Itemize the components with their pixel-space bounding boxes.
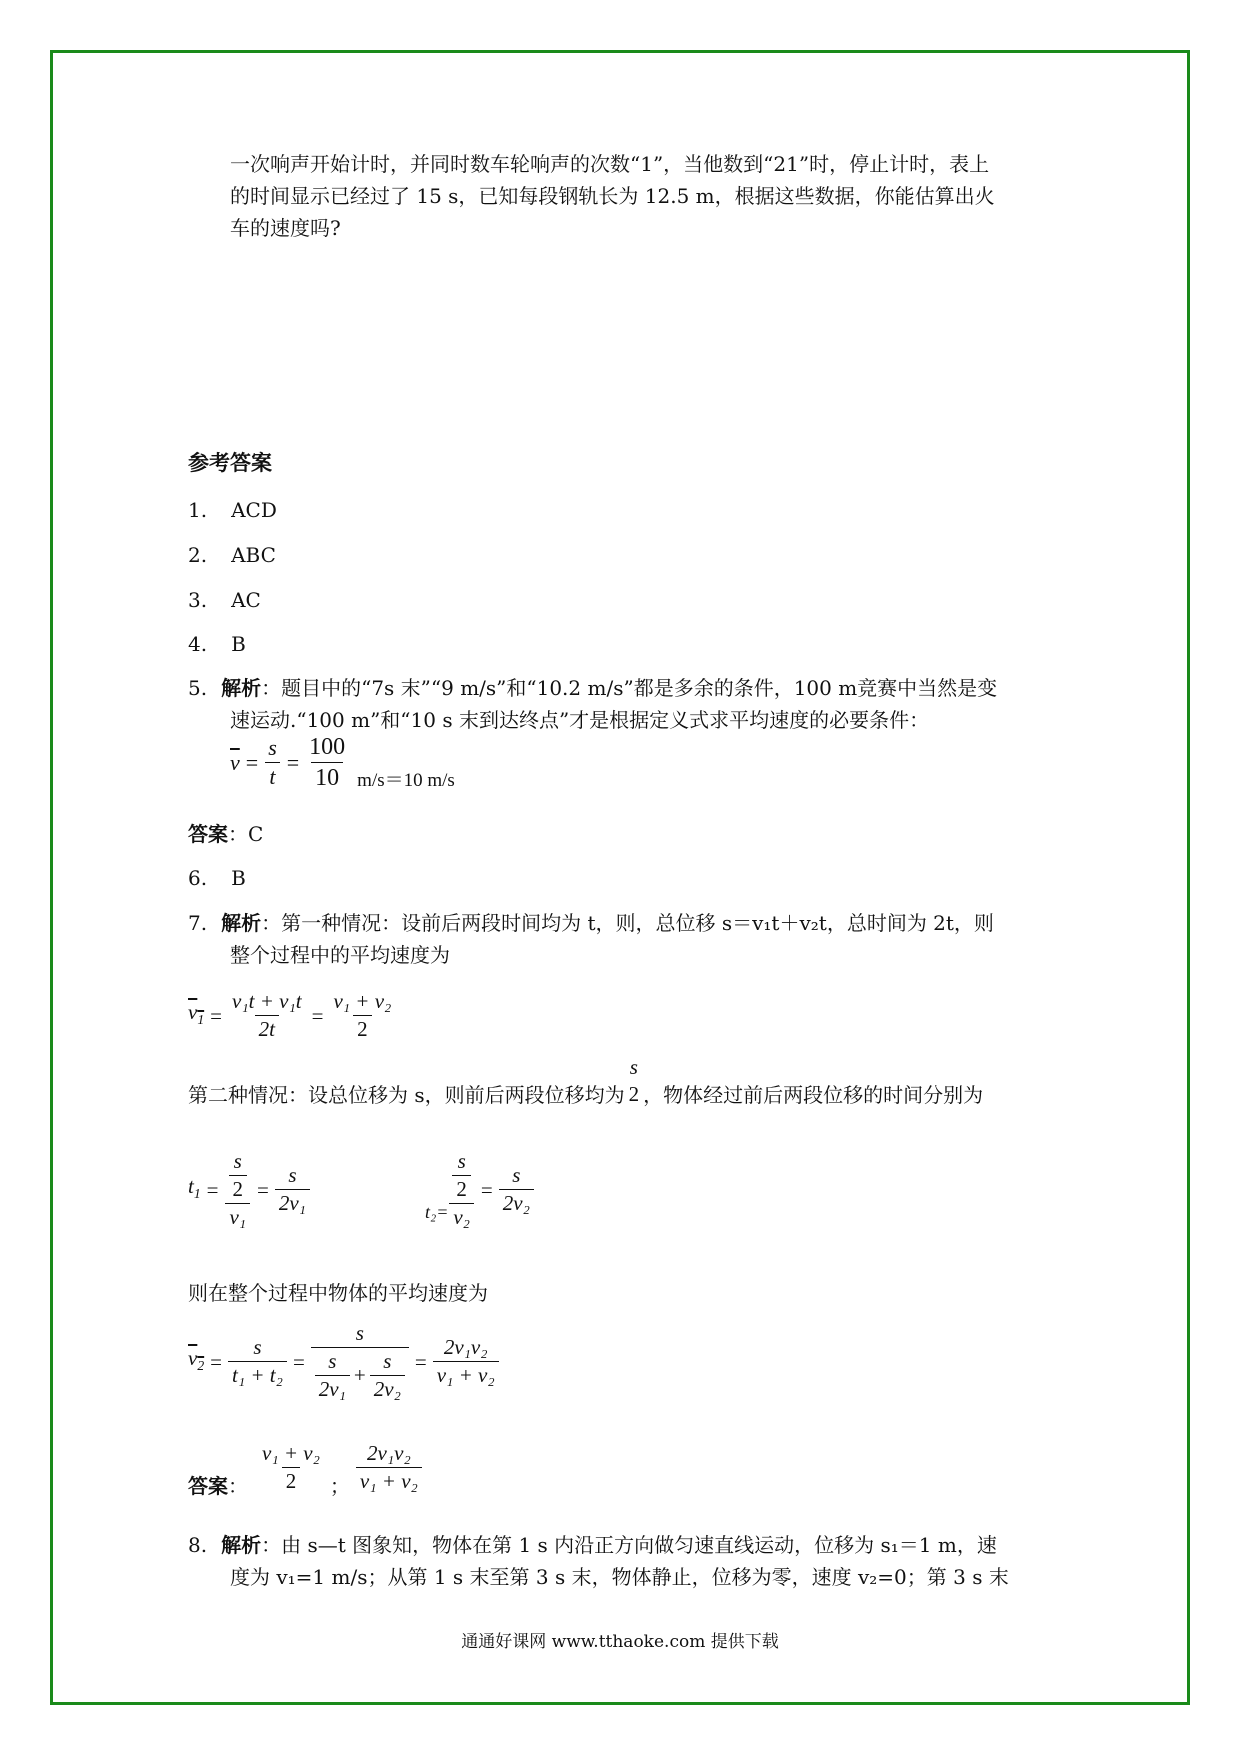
q7-formula-3: $v_2$ = $\frac{s}{\text{t₁ + t₂}}$ = s $\frac{s}{\text{2v₁}}$ + $\frac{s}{\text{2v₂}}$ = $\frac{\text{2v₁v₂}}{\text{v₁ + v₂}}$ — [188, 1322, 499, 1401]
q5-line-2: 速运动.“100 m”和“10 s 末到达终点”才是根据定义式求平均速度的必要条件： — [230, 708, 930, 732]
q7-t1-formula: $t_1$ = $\frac{\frac{s}{2}}{\text{v₁}}$ = $\frac{s}{\text{2v₁}}$ — [188, 1150, 310, 1229]
problem-line-2: 的时间显示已经过了 15 s，已知每段钢轨长为 12.5 m，根据这些数据，你能估算出火 — [230, 184, 995, 208]
q7-t2-formula: t₂= $\frac{\frac{s}{2}}{\text{v₂}}$ = $\frac{s}{\text{2v₂}}$ — [425, 1150, 534, 1229]
answer-item-1: 1. ACD — [188, 498, 277, 522]
answer-item-3: 3. AC — [188, 588, 261, 612]
answer-item-4: 4. B — [188, 632, 246, 656]
answer-item-2: 2. ABC — [188, 543, 276, 567]
q8-line-2: 度为 v₁=1 m/s；从第 1 s 末至第 3 s 末，物体静止，位移为零，速度 v₂=0；第 3 s 末 — [230, 1565, 1009, 1589]
q8-line-1: 8. 解析：由 s—t 图象知，物体在第 1 s 内沿正方向做匀速直线运动，位移为 s₁＝1 m，速 — [188, 1533, 997, 1557]
q7-case-2: 第二种情况：设总位移为 s，则前后两段位移均为 s 2 ，物体经过前后两段位移的时间分别为 — [188, 1055, 984, 1108]
problem-line-1: 一次响声开始计时，并同时数车轮响声的次数“1”，当他数到“21”时，停止计时，表上 — [230, 152, 990, 176]
q7-line-3: 则在整个过程中物体的平均速度为 — [188, 1281, 488, 1305]
answers-heading: 参考答案 — [188, 450, 272, 475]
q7-answer: 答案 ： $\frac{\text{v₁ + v₂}}{2}$ ； $\frac{\text{2v₁v₂}}{\text{v₁ + v₂}}$ — [188, 1442, 422, 1493]
q5-answer: 答案：C — [188, 822, 264, 846]
q5-line-1: 5. 解析：题目中的“7s 末”“9 m/s”和“10.2 m/s”都是多余的条件，100 m竞赛中当然是变 — [188, 676, 998, 700]
problem-line-3: 车的速度吗? — [230, 216, 341, 240]
answer-item-6: 6. B — [188, 866, 246, 890]
q7-line-1: 7. 解析：第一种情况：设前后两段时间均为 t，则，总位移 s＝v₁t＋v₂t，总时间为 2t，则 — [188, 911, 994, 935]
footer-credit: 通通好课网 www.tthaoke.com 提供下载 — [461, 1632, 779, 1652]
q5-formula: $\overline{v}$ = $\frac{s}{t}$ = $\frac{100}{10}$ m/s＝10 m/s — [230, 734, 455, 792]
q7-formula-1: $v_1$ = $\frac{\text{v₁t + v₁t}}{2t}$ = $\frac{\text{v₁ + v₂}}{2}$ — [188, 989, 392, 1042]
q7-line-2: 整个过程中的平均速度为 — [230, 943, 450, 967]
